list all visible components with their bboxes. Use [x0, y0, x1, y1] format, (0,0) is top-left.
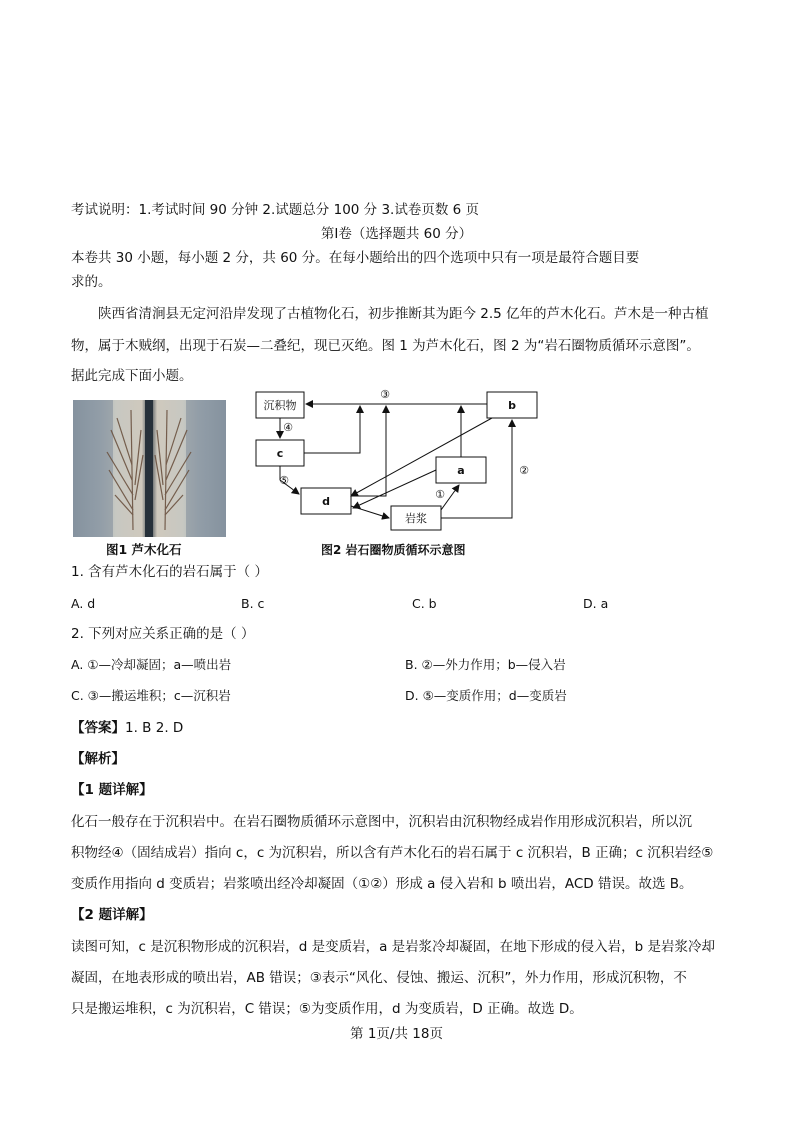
answer-label: 【答案】	[71, 720, 125, 736]
fossil-drawing	[73, 400, 226, 537]
q1-option-a: A. d	[71, 596, 96, 611]
q2-detail-title: 【2 题详解】	[71, 907, 153, 923]
instructions-line-1: 本卷共 30 小题，每小题 2 分，共 60 分。在每小题给出的四个选项中只有一项是最符合题目要	[71, 250, 640, 266]
label-sediment: 沉积物	[263, 399, 297, 412]
q2-option-b: B. ②—外力作用；b—侵入岩	[405, 657, 566, 672]
volume-title: 第Ⅰ卷（选择题共 60 分）	[320, 226, 473, 242]
question-1-stem: 1. 含有芦木化石的岩石属于（ ）	[71, 564, 268, 580]
label-b: b	[508, 399, 516, 412]
stem-line-2: 物，属于木贼纲，出现于石炭—二叠纪，现已灭绝。图 1 为芦木化石，图 2 为“岩石圈物质循环示意图”。	[71, 338, 700, 354]
q2-option-d: D. ⑤—变质作用；d—变质岩	[405, 688, 567, 703]
question-2-stem: 2. 下列对应关系正确的是（ ）	[71, 626, 255, 642]
stem-line-1: 陕西省清涧县无定河沿岸发现了古植物化石，初步推断其为距今 2.5 亿年的芦木化石。芦木是一种古植	[98, 306, 709, 322]
rock-cycle-diagram	[240, 384, 540, 544]
q2-option-c: C. ③—搬运堆积；c—沉积岩	[71, 688, 231, 703]
label-d: d	[322, 495, 330, 508]
label-c: c	[276, 447, 284, 460]
instructions-line-2: 求的。	[71, 274, 112, 290]
reed-fossil-image	[73, 400, 226, 537]
arrow-label-4: ④	[283, 421, 293, 434]
q2-option-a: A. ①—冷却凝固；a—喷出岩	[71, 657, 232, 672]
q1-detail-line-1: 化石一般存在于沉积岩中。在岩石圈物质循环示意图中，沉积岩由沉积物经成岩作用形成沉积岩，所以沉	[71, 814, 692, 830]
q1-detail-line-3: 变质作用指向 d 变质岩；岩浆喷出经冷却凝固（①②）形成 a 侵入岩和 b 喷出岩，ACD 错误。故选 B。	[71, 876, 693, 892]
arrow-label-5: ⑤	[279, 474, 289, 487]
analysis-label: 【解析】	[71, 751, 125, 767]
page-footer: 第 1页/共 18页	[350, 1026, 443, 1042]
figure2-caption: 图2 岩石圈物质循环示意图	[321, 543, 466, 557]
label-a: a	[457, 464, 465, 477]
q1-detail-line-2: 积物经④（固结成岩）指向 c，c 为沉积岩，所以含有芦木化石的岩石属于 c 沉积岩，B 正确；c 沉积岩经⑤	[71, 845, 714, 861]
q1-detail-title: 【1 题详解】	[71, 782, 153, 798]
q2-detail-line-3: 只是搬运堆积，c 为沉积岩，C 错误；⑤为变质作用，d 为变质岩，D 正确。故选 D。	[71, 1001, 583, 1017]
q2-detail-line-2: 凝固，在地表形成的喷出岩，AB 错误；③表示“风化、侵蚀、搬运、沉积”，外力作用，形成沉积物，不	[71, 970, 687, 986]
arrow-label-2: ②	[519, 464, 529, 477]
exam-note: 考试说明：1.考试时间 90 分钟 2.试题总分 100 分 3.试卷页数 6 页	[71, 202, 480, 218]
answer-text: 1. B 2. D	[125, 720, 184, 736]
answer-line	[71, 718, 183, 738]
q2-detail-line-1: 读图可知，c 是沉积物形成的沉积岩，d 是变质岩，a 是岩浆冷却凝固，在地下形成的侵入岩，b 是岩浆冷却	[71, 939, 715, 955]
label-magma: 岩浆	[405, 512, 427, 525]
figure1-caption: 图1 芦木化石	[106, 542, 182, 557]
arrow-label-3: ③	[380, 388, 390, 401]
q1-option-c: C. b	[412, 596, 437, 611]
q1-option-d: D. a	[583, 596, 609, 611]
stem-line-3: 据此完成下面小题。	[71, 368, 193, 384]
q1-option-b: B. c	[241, 596, 265, 611]
arrow-label-1: ①	[435, 488, 445, 501]
